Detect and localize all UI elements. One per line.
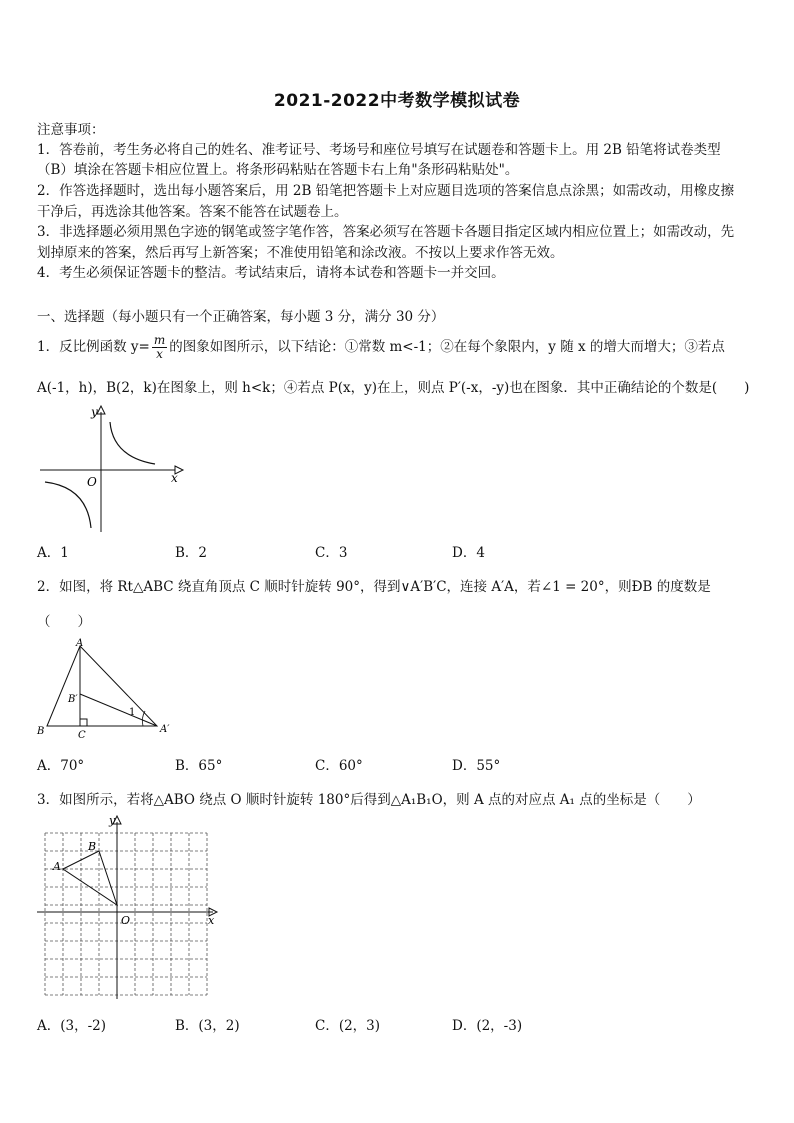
q2-label-angle-1: 1 bbox=[129, 707, 136, 718]
q3-label-a: A bbox=[53, 860, 61, 873]
notice-line-5: 3．非选择题必须用黑色字迹的钢笔或签字笔作答，答案必须写在答题卡各题目指定区域内相应位置上；如需改动，先 bbox=[37, 224, 735, 240]
notice-line-1: 1．答卷前，考生务必将自己的姓名、准考证号、考场号和座位号填写在试题卷和答题卡上。用 2B 铅笔将试卷类型 bbox=[37, 142, 721, 158]
q2-label-aprime: A′ bbox=[160, 724, 170, 735]
q1-fraction bbox=[152, 334, 167, 361]
q2-option-c: C．60° bbox=[315, 758, 363, 774]
notice-line-2: （B）填涂在答题卡相应位置上。将条形码粘贴在答题卡右上角"条形码粘贴处"。 bbox=[37, 162, 519, 178]
q3-label-y: y bbox=[109, 814, 116, 827]
q1-option-c: C．3 bbox=[315, 545, 348, 561]
q1-curve-branch-1 bbox=[110, 422, 155, 464]
q2-label-c: C bbox=[78, 730, 86, 741]
q2-label-bprime: B′ bbox=[68, 694, 78, 705]
q1-y-label: y bbox=[91, 405, 98, 419]
q2-triangle-abc bbox=[47, 646, 157, 726]
q2-option-b: B．65° bbox=[175, 758, 223, 774]
q1-x-label: x bbox=[171, 471, 178, 485]
q1-curve-branch-2 bbox=[45, 482, 91, 528]
q1-text-a: 1．反比例函数 y= bbox=[37, 339, 150, 355]
q2-label-a: A bbox=[76, 638, 84, 649]
notice-line-7: 4．考生必须保证答题卡的整洁。考试结束后，请将本试卷和答题卡一并交回。 bbox=[37, 265, 505, 281]
q1-text-b: 的图象如图所示，以下结论：①常数 m<-1；②在每个象限内，y 随 x 的增大而增大；③若点 bbox=[169, 339, 725, 355]
notice-heading: 注意事项： bbox=[37, 122, 105, 138]
q3-option-b: B．(3，2) bbox=[175, 1018, 240, 1034]
q2-line-1: 2．如图，将 Rt△ABC 绕直角顶点 C 顺时针旋转 90°，得到∨A′B′C，连接 A′A，若∠1 = 20°，则ÐB 的度数是 bbox=[37, 579, 711, 595]
q1-option-d: D．4 bbox=[452, 545, 485, 561]
q2-option-a: A．70° bbox=[37, 758, 85, 774]
page-title: 2021-2022中考数学模拟试卷 bbox=[273, 91, 521, 111]
q3-option-a: A．(3，-2) bbox=[37, 1018, 107, 1034]
q3-line-1: 3．如图所示，若将△ABO 绕点 O 顺时针旋转 180°后得到△A₁B₁O，则 A 点的对应点 A₁ 点的坐标是（ ） bbox=[37, 792, 701, 808]
q1-line-2: A(-1，h)，B(2，k)在图象上，则 h<k；④若点 P(x，y)在上，则点 P′(-x，-y)也在图象．其中正确结论的个数是( ) bbox=[37, 380, 750, 396]
q1-frac-num: m bbox=[153, 333, 166, 347]
q1-origin-label: O bbox=[87, 475, 97, 489]
q3-label-x: x bbox=[208, 914, 215, 927]
q2-label-b: B bbox=[37, 726, 45, 737]
q1-line-1 bbox=[37, 333, 759, 361]
q3-label-o: O bbox=[121, 914, 131, 927]
notice-line-3: 2．作答选择题时，选出每小题答案后，用 2B 铅笔把答题卡上对应题目选项的答案信息点涂黑；如需改动，用橡皮擦 bbox=[37, 183, 735, 199]
q1-frac-den: x bbox=[156, 347, 163, 361]
q1-option-b: B．2 bbox=[175, 545, 208, 561]
q1-hyperbola-figure bbox=[35, 402, 185, 534]
q1-option-a: A．1 bbox=[37, 545, 69, 561]
q3-option-c: C．(2，3) bbox=[315, 1018, 381, 1034]
q2-segment-bprime-aprime bbox=[80, 694, 157, 726]
q3-label-b: B bbox=[88, 840, 97, 853]
q2-line-2: （ ） bbox=[37, 614, 91, 630]
q3-triangle-abo bbox=[63, 851, 117, 905]
q2-right-angle-mark bbox=[80, 719, 87, 726]
q3-option-d: D．(2，-3) bbox=[452, 1018, 523, 1034]
q2-option-d: D．55° bbox=[452, 758, 501, 774]
notice-line-6: 划掉原来的答案，然后再写上新答案；不准使用铅笔和涂改液。不按以上要求作答无效。 bbox=[37, 245, 564, 261]
q3-grid-figure bbox=[35, 812, 220, 1002]
section-heading: 一、选择题（每小题只有一个正确答案，每小题 3 分，满分 30 分） bbox=[37, 309, 445, 325]
q2-triangle-figure bbox=[35, 638, 180, 743]
notice-line-4: 干净后，再选涂其他答案。答案不能答在试题卷上。 bbox=[37, 204, 348, 220]
